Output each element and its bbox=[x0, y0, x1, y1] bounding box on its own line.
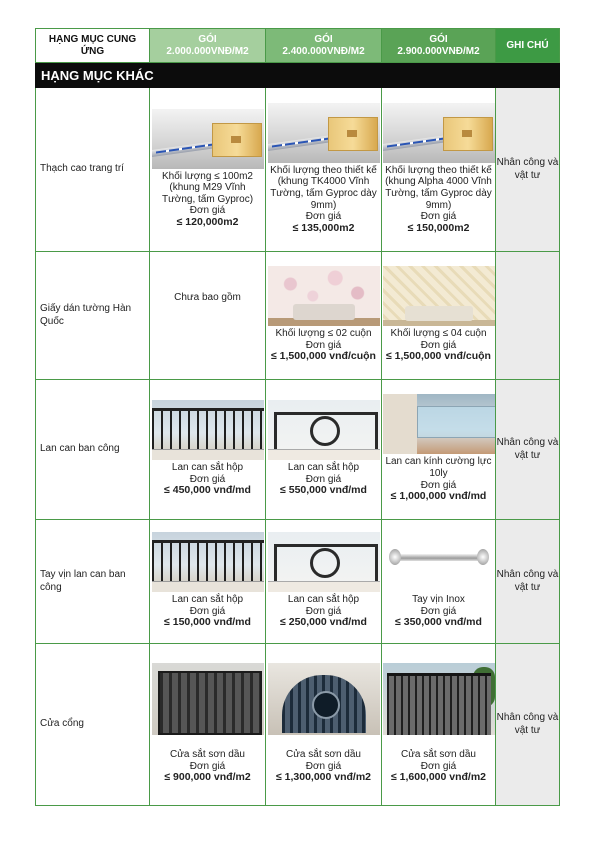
row-category: Giấy dán tường Hàn Quốc bbox=[36, 252, 150, 380]
price-cell: Lan can sắt hộp Đơn giá ≤ 450,000 vnđ/md bbox=[150, 380, 266, 520]
section-title: HẠNG MỤC KHÁC bbox=[36, 63, 560, 88]
arched-gate-image bbox=[268, 663, 380, 735]
row-category: Thạch cao trang trí bbox=[36, 88, 150, 252]
header-package-1: GÓI 2.000.000VNĐ/M2 bbox=[150, 29, 266, 63]
table-row bbox=[36, 520, 560, 644]
price-value: ≤ 250,000 vnđ/md bbox=[280, 616, 367, 629]
header-package-3: GÓI 2.900.000VNĐ/M2 bbox=[382, 29, 496, 63]
price-value: ≤ 1,500,000 vnđ/cuộn bbox=[271, 350, 376, 363]
price-table-sheet bbox=[35, 28, 559, 806]
table-row bbox=[36, 644, 560, 806]
price-value: ≤ 150,000 vnđ/md bbox=[164, 616, 251, 629]
price-cell: Cửa sắt sơn dầu Đơn giá ≤ 1,300,000 vnđ/m2 bbox=[266, 644, 382, 806]
price-cell: Khối lượng ≤ 100m2 (khung M29 Vĩnh Tường, tấm Gyproc) Đơn giá ≤ 120,000m2 bbox=[150, 88, 266, 252]
price-cell: Cửa sắt sơn dầu Đơn giá ≤ 1,600,000 vnđ/m2 bbox=[382, 644, 496, 806]
table-row bbox=[36, 380, 560, 520]
glass-railing-image bbox=[383, 394, 495, 454]
iron-railing-image bbox=[152, 532, 264, 592]
price-value: ≤ 1,300,000 vnđ/m2 bbox=[275, 771, 372, 784]
price-value: ≤ 150,000m2 bbox=[407, 221, 470, 234]
price-value: ≤ 1,600,000 vnđ/m2 bbox=[390, 771, 487, 784]
row-note: Nhân công và vật tư bbox=[496, 380, 560, 520]
price-cell: Lan can sắt hộp Đơn giá ≤ 250,000 vnđ/md bbox=[266, 520, 382, 644]
ceiling-frame-image bbox=[268, 103, 380, 163]
header-category: HẠNG MỤC CUNG ỨNG bbox=[36, 29, 150, 63]
price-cell: Khối lượng ≤ 04 cuộn Đơn giá ≤ 1,500,000 vnđ/cuộn bbox=[382, 252, 496, 380]
price-value: ≤ 900,000 vnđ/m2 bbox=[164, 771, 251, 784]
inox-handrail-image bbox=[383, 532, 495, 592]
price-value: ≤ 450,000 vnđ/md bbox=[164, 484, 251, 497]
price-value: ≤ 350,000 vnđ/md bbox=[395, 616, 482, 629]
row-note: Nhân công và vật tư bbox=[496, 520, 560, 644]
row-category: Cửa cổng bbox=[36, 644, 150, 806]
row-note: Nhân công và vật tư bbox=[496, 644, 560, 806]
header-package-2: GÓI 2.400.000VNĐ/M2 bbox=[266, 29, 382, 63]
table-row bbox=[36, 252, 560, 380]
price-value: ≤ 135,000m2 bbox=[292, 221, 355, 234]
iron-gate-image bbox=[152, 663, 264, 735]
table-row bbox=[36, 88, 560, 252]
ceiling-frame-image bbox=[152, 109, 264, 169]
row-note: Nhân công và vật tư bbox=[496, 88, 560, 252]
wallpaper-room-image bbox=[383, 266, 495, 326]
curled-iron-railing-image bbox=[268, 532, 380, 592]
price-cell: Khối lượng theo thiết kế (khung Alpha 4000 Vĩnh Tường, tấm Gyproc dày 9mm) Đơn giá ≤ 150,000m2 bbox=[382, 88, 496, 252]
price-value: ≤ 120,000m2 bbox=[176, 215, 239, 228]
price-value: ≤ 550,000 vnđ/md bbox=[280, 484, 367, 497]
price-cell: Khối lượng theo thiết kế (khung TK4000 Vĩnh Tường, tấm Gyproc dày 9mm) Đơn giá ≤ 135,000m2 bbox=[266, 88, 382, 252]
price-cell: Khối lượng ≤ 02 cuộn Đơn giá ≤ 1,500,000 vnđ/cuộn bbox=[266, 252, 382, 380]
ceiling-frame-image bbox=[383, 103, 495, 163]
curled-iron-railing-image bbox=[268, 400, 380, 460]
price-value: ≤ 1,000,000 vnđ/md bbox=[390, 490, 487, 503]
price-cell: Chưa bao gồm bbox=[150, 252, 266, 380]
price-cell: Lan can sắt hộp Đơn giá ≤ 150,000 vnđ/md bbox=[150, 520, 266, 644]
row-category: Lan can ban công bbox=[36, 380, 150, 520]
header-note: GHI CHÚ bbox=[496, 29, 560, 63]
price-cell: Lan can kính cường lực 10ly Đơn giá ≤ 1,000,000 vnđ/md bbox=[382, 380, 496, 520]
price-cell: Cửa sắt sơn dầu Đơn giá ≤ 900,000 vnđ/m2 bbox=[150, 644, 266, 806]
section-row bbox=[36, 63, 560, 88]
price-table bbox=[35, 28, 560, 806]
wallpaper-room-image bbox=[268, 266, 380, 326]
price-cell: Tay vịn Inox Đơn giá ≤ 350,000 vnđ/md bbox=[382, 520, 496, 644]
row-category: Tay vịn lan can ban công bbox=[36, 520, 150, 644]
tall-iron-gate-image bbox=[383, 663, 495, 735]
price-cell: Lan can sắt hộp Đơn giá ≤ 550,000 vnđ/md bbox=[266, 380, 382, 520]
iron-railing-image bbox=[152, 400, 264, 460]
price-value: ≤ 1,500,000 vnđ/cuộn bbox=[386, 350, 491, 363]
header-row bbox=[36, 29, 560, 63]
row-note bbox=[496, 252, 560, 380]
